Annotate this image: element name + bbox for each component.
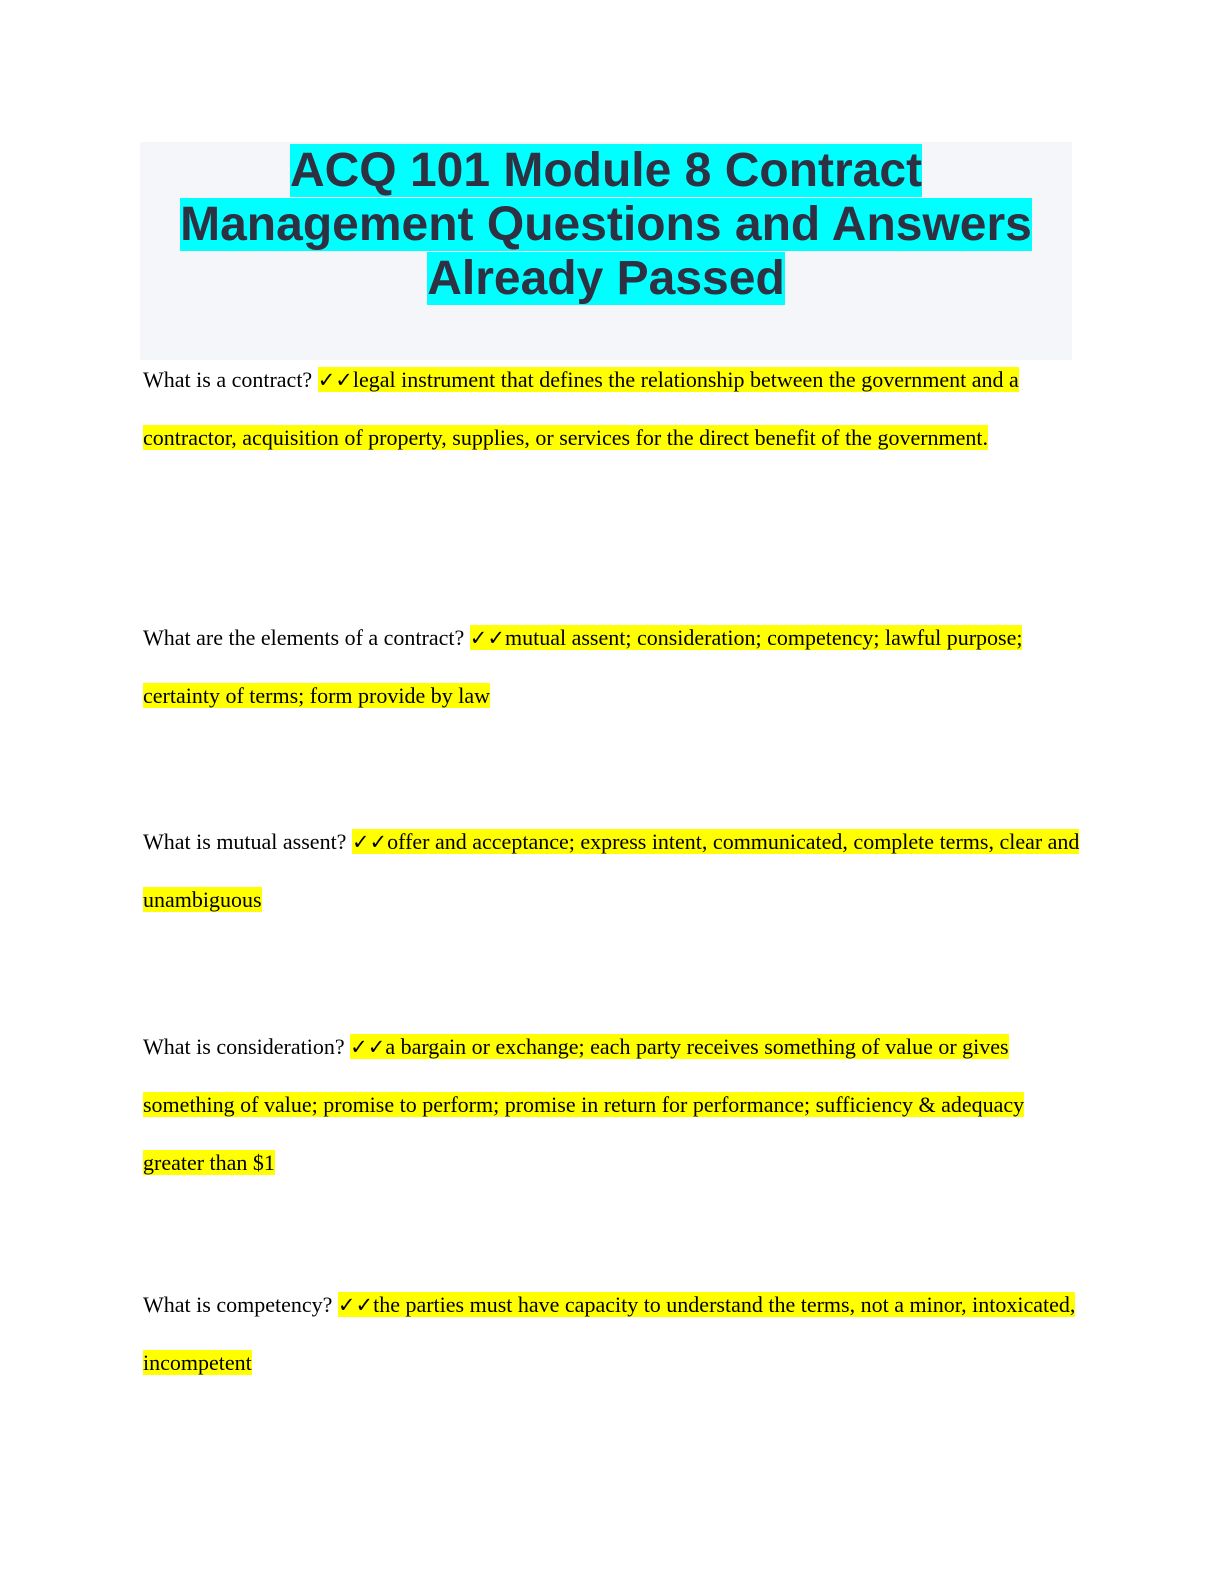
qa-item	[143, 1018, 1083, 1192]
qa-item	[143, 1276, 1083, 1392]
question-text: What is mutual assent?	[143, 829, 347, 854]
answer-text: the parties must have capacity to understand the terms, not a minor, intoxicated, incompetent	[143, 1292, 1076, 1375]
check-mark-icon: ✓✓	[337, 1293, 374, 1317]
question-text: What is consideration?	[143, 1034, 345, 1059]
question-text: What are the elements of a contract?	[143, 625, 465, 650]
qa-item	[143, 609, 1083, 725]
answer-text: a bargain or exchange; each party receives something of value or gives something of value; promise to perform; promise in return for performance; sufficiency & adequacy greater than $1	[143, 1034, 1025, 1175]
check-mark-icon: ✓✓	[351, 830, 388, 854]
check-mark-icon: ✓✓	[317, 368, 353, 392]
document-title	[140, 144, 1072, 306]
qa-item	[143, 351, 1083, 467]
check-mark-icon: ✓✓	[350, 1035, 386, 1059]
question-text: What is competency?	[143, 1292, 333, 1317]
title-box	[140, 142, 1072, 360]
document-title-text: ACQ 101 Module 8 Contract Management Questions and Answers Already Passed	[180, 144, 1032, 305]
answer-text: legal instrument that defines the relationship between the government and a contractor, acquisition of property, supplies, or services for the direct benefit of the government.	[143, 367, 1019, 450]
answer-text: mutual assent; consideration; competency; lawful purpose; certainty of terms; form provide by law	[143, 625, 1023, 708]
question-text: What is a contract?	[143, 367, 313, 392]
qa-item	[143, 813, 1083, 929]
check-mark-icon: ✓✓	[469, 626, 505, 650]
answer-text: offer and acceptance; express intent, communicated, complete terms, clear and unambiguous	[143, 829, 1080, 912]
